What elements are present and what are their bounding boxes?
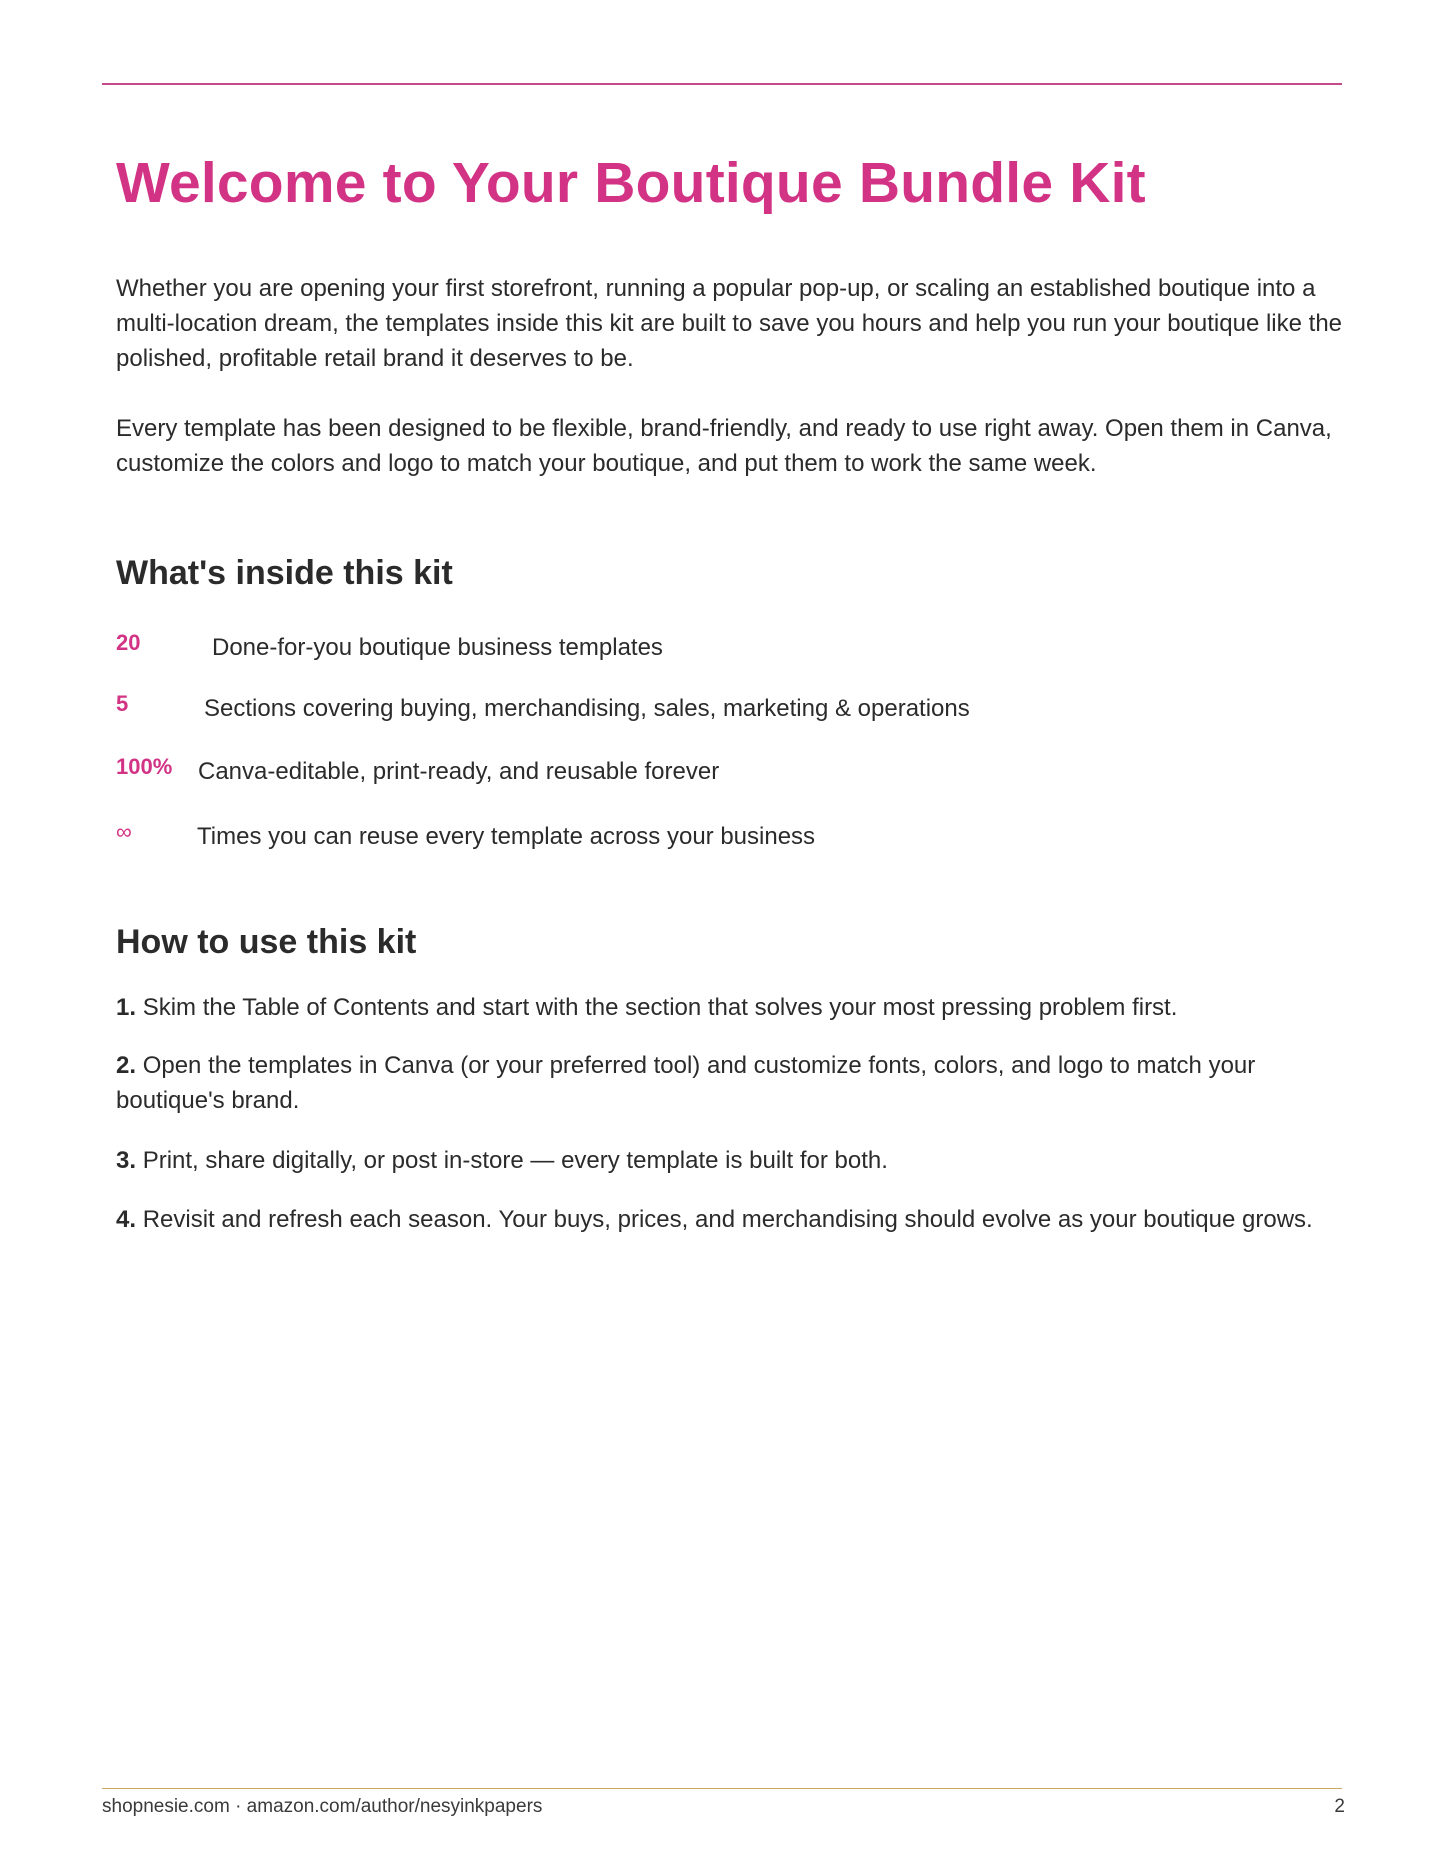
whats-inside-heading: What's inside this kit xyxy=(116,554,453,592)
step-text: Revisit and refresh each season. Your buys, prices, and merchandising should evolve as your boutique grows. xyxy=(142,1206,1313,1233)
step-item xyxy=(116,1202,1316,1237)
intro-paragraph-2: Every template has been designed to be flexible, brand-friendly, and ready to use right away. Open them in Canva, customize the colors and logo to match your boutique, and put them to work the same week. xyxy=(116,415,1332,477)
step-number: 1. xyxy=(116,994,137,1021)
intro-paragraph-1: Whether you are opening your first storefront, running a popular pop-up, or scaling an established boutique into a multi-location dream, the templates inside this kit are built to save you hours and help you run your boutique like the polished, profitable retail brand it deserves to be. xyxy=(116,275,1343,372)
step-text: Print, share digitally, or post in-store — every template is built for both. xyxy=(142,1147,888,1174)
step-item xyxy=(116,1143,1316,1178)
stat-value: 100% xyxy=(116,754,173,779)
stat-value: 20 xyxy=(116,630,141,655)
stat-value: 5 xyxy=(116,691,129,716)
stat-label: Times you can reuse every template across your business xyxy=(197,823,816,850)
step-number: 3. xyxy=(116,1147,137,1174)
stat-item-sections xyxy=(116,691,1316,731)
stat-label: Canva-editable, print-ready, and reusable forever xyxy=(198,758,720,785)
infinity-icon: ∞ xyxy=(116,819,132,844)
step-text: Skim the Table of Contents and start with the section that solves your most pressing problem first. xyxy=(142,994,1178,1021)
step-item xyxy=(116,990,1316,1025)
page-number: 2 xyxy=(1334,1796,1345,1817)
step-number: 2. xyxy=(116,1052,137,1079)
footer-divider xyxy=(102,1788,1342,1789)
footer-links: shopnesie.com · amazon.com/author/nesyinkpapers xyxy=(102,1796,543,1817)
header-divider xyxy=(102,83,1342,85)
step-number: 4. xyxy=(116,1206,137,1233)
stat-item-templates xyxy=(116,630,1316,670)
how-to-use-heading: How to use this kit xyxy=(116,923,417,961)
page-title: Welcome to Your Boutique Bundle Kit xyxy=(116,151,1146,215)
step-text: Open the templates in Canva (or your preferred tool) and customize fonts, colors, and logo to match your boutique's brand. xyxy=(116,1052,1256,1114)
stat-label: Done-for-you boutique business templates xyxy=(212,634,663,661)
stat-item-editable xyxy=(116,754,1316,794)
step-item xyxy=(116,1048,1316,1118)
stat-label: Sections covering buying, merchandising, sales, marketing & operations xyxy=(204,695,970,722)
stat-item-reuse xyxy=(116,819,1316,859)
